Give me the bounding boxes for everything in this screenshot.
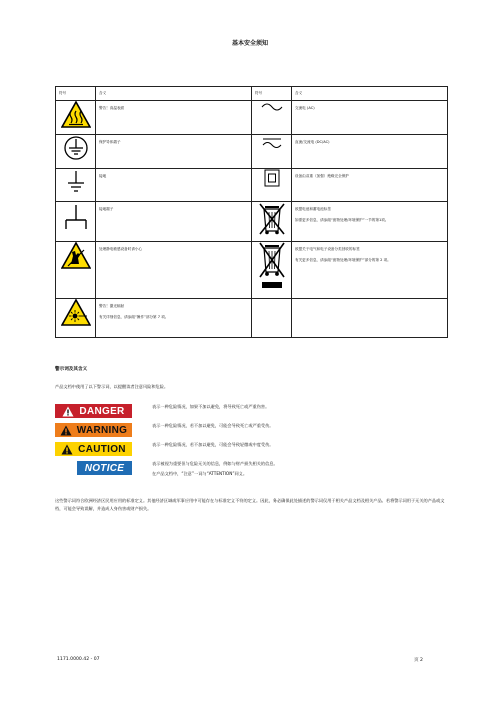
- hot-surface-warning-icon: [56, 101, 96, 135]
- table-row: [56, 135, 448, 169]
- warning-triangle-icon: [60, 425, 72, 436]
- symbol-meaning: 交流电 (AC): [295, 106, 315, 110]
- table-cell: [96, 299, 252, 338]
- symbol-meaning: 警告！高温表面: [99, 106, 125, 110]
- warning-description: 表示一种危险情况，若不加以避免，可能会导致死亡或严重受伤。: [152, 423, 274, 428]
- table-header: 符号: [252, 87, 292, 101]
- notice-label-text: NOTICE: [84, 462, 125, 474]
- table-header: 含义: [96, 87, 252, 101]
- symbol-meaning: 设备由双重（加强）绝缘完全保护: [295, 174, 349, 178]
- table-row: [56, 101, 448, 135]
- document-number: 1171.0000.42 - 07: [57, 657, 100, 662]
- ground-terminal-icon: [56, 202, 96, 242]
- ac-icon: [252, 101, 292, 135]
- weee-disposal-icon: [252, 242, 292, 299]
- symbol-meaning: 处理静电敏感设备时请小心: [99, 247, 143, 251]
- symbol-meaning: 接地: [99, 174, 107, 178]
- table-cell-empty: [292, 299, 448, 338]
- table-cell: [96, 135, 252, 169]
- symbol-meaning: 接地端子: [99, 207, 114, 211]
- table-header: 含义: [292, 87, 448, 101]
- signal-words-paragraph: 这些警示词符合欧洲经济区民用应用的标准定义。其他经济区域或军事应用中可能存在与标准定义不符的定义。因此，务必确保此处描述的警示词仅用于相关产品文档及相关产品。若将警示词用于无关的产品或文档，可能会导致误解，并造成人身伤害或财产损失。: [55, 498, 445, 511]
- danger-label-text: DANGER: [79, 405, 125, 417]
- danger-label: [55, 404, 132, 418]
- danger-description: 表示一种危险情况，如果不加以避免，将导致死亡或严重伤害。: [152, 404, 270, 409]
- symbol-meaning: 欧盟关于电气和电子设备分类回收的标签: [295, 247, 360, 251]
- protective-earth-icon: [56, 135, 96, 169]
- dc-ac-icon: [252, 135, 292, 169]
- section-intro: 产品文档中使用了以下警示词，以提醒读者注意风险和危险。: [55, 384, 169, 389]
- warning-label: [55, 423, 132, 437]
- table-cell: [96, 202, 252, 242]
- symbol-meaning: 直流/交流电 (DC/AC): [295, 140, 330, 144]
- double-insulation-icon: [252, 169, 292, 202]
- table-cell: [292, 135, 448, 169]
- warning-triangle-icon: [62, 406, 74, 417]
- caution-label-text: CAUTION: [78, 443, 126, 455]
- table-header: 符号: [56, 87, 96, 101]
- table-cell: [292, 242, 448, 299]
- symbol-table: [55, 86, 448, 338]
- symbol-description: 如需更多信息，请参阅“废物处理/环境保护”一节的第1项。: [295, 218, 389, 222]
- table-header-row: [56, 87, 448, 101]
- page-title: 基本安全须知: [231, 40, 268, 47]
- table-cell: [96, 101, 252, 135]
- symbol-meaning: 警告！激光辐射: [99, 304, 125, 308]
- table-cell-empty: [252, 299, 292, 338]
- symbol-description: 有关详细信息，请参阅“操作”部分第 7 项。: [99, 315, 169, 319]
- section-title: 警示词及其含义: [55, 367, 88, 372]
- table-row: [56, 202, 448, 242]
- battery-disposal-icon: [252, 202, 292, 242]
- caution-description: 表示一种危险情况，若不加以避免，可能会导致轻微或中度受伤。: [152, 442, 274, 447]
- notice-description-2: 在产品文档中，“注意”一词与“ATTENTION”同义。: [152, 471, 248, 476]
- table-row: [56, 169, 448, 202]
- table-cell: [292, 169, 448, 202]
- table-row: [56, 299, 448, 338]
- notice-description: 表示被视为重要但与危险无关的信息，例如与财产损失相关的信息。: [152, 461, 278, 466]
- symbol-description: 有关更多信息，请参阅“废物处理/环境保护”部分的第 2 项。: [295, 258, 391, 262]
- table-cell: [96, 242, 252, 299]
- notice-label: [77, 461, 132, 475]
- table-cell: [292, 202, 448, 242]
- caution-label: [55, 442, 132, 456]
- laser-warning-icon: [56, 299, 96, 338]
- esd-sensitive-icon: [56, 242, 96, 299]
- symbol-meaning: 欧盟电池和蓄电池标签: [295, 207, 331, 211]
- warning-label-text: WARNING: [76, 424, 128, 436]
- table-cell: [96, 169, 252, 202]
- warning-triangle-icon: [61, 444, 73, 455]
- table-row: [56, 242, 448, 299]
- symbol-meaning: 保护导体端子: [99, 140, 121, 144]
- earth-ground-icon: [56, 169, 96, 202]
- table-cell: [292, 101, 448, 135]
- page-number: 页 2: [414, 658, 423, 663]
